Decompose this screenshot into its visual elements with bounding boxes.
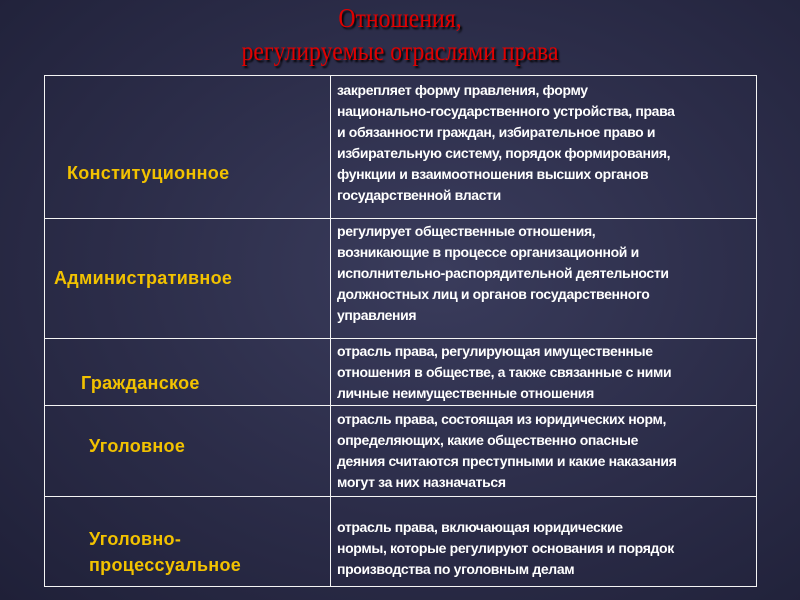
- table-row: [45, 219, 757, 339]
- table-row: [45, 406, 757, 497]
- branch-name: Административное: [45, 219, 331, 339]
- branch-name: Гражданское: [45, 339, 331, 406]
- branch-name: Уголовно- процессуальное: [45, 497, 331, 587]
- branch-name: Уголовное: [45, 406, 331, 497]
- branch-description: отрасль права, регулирующая имущественные отношения в обществе, а также связанные с ними личные неимущественные отношения: [331, 339, 757, 406]
- table-row: [45, 497, 757, 587]
- branch-description: регулирует общественные отношения, возникающие в процессе организационной и исполнительно-распорядительной деятельности должностных лиц и органов государственного управления: [331, 219, 757, 339]
- law-branches-table: [44, 75, 757, 587]
- table-row: [45, 76, 757, 219]
- branch-name: Конституционное: [45, 76, 331, 219]
- branch-description: отрасль права, состоящая из юридических норм, определяющих, какие общественно опасные деяния считаются преступными и какие наказания могут за них назначаться: [331, 406, 757, 497]
- table-row: [45, 339, 757, 406]
- branch-description: закрепляет форму правления, форму национально-государственного устройства, права и обязанности граждан, избирательное право и избирательную систему, порядок формирования, функции и взаимоотношения высших органов государственной власти: [331, 76, 757, 219]
- branch-description: отрасль права, включающая юридические нормы, которые регулируют основания и порядок производства по уголовным делам: [331, 497, 757, 587]
- slide-title: Отношения, регулируемые отраслями права: [241, 3, 559, 66]
